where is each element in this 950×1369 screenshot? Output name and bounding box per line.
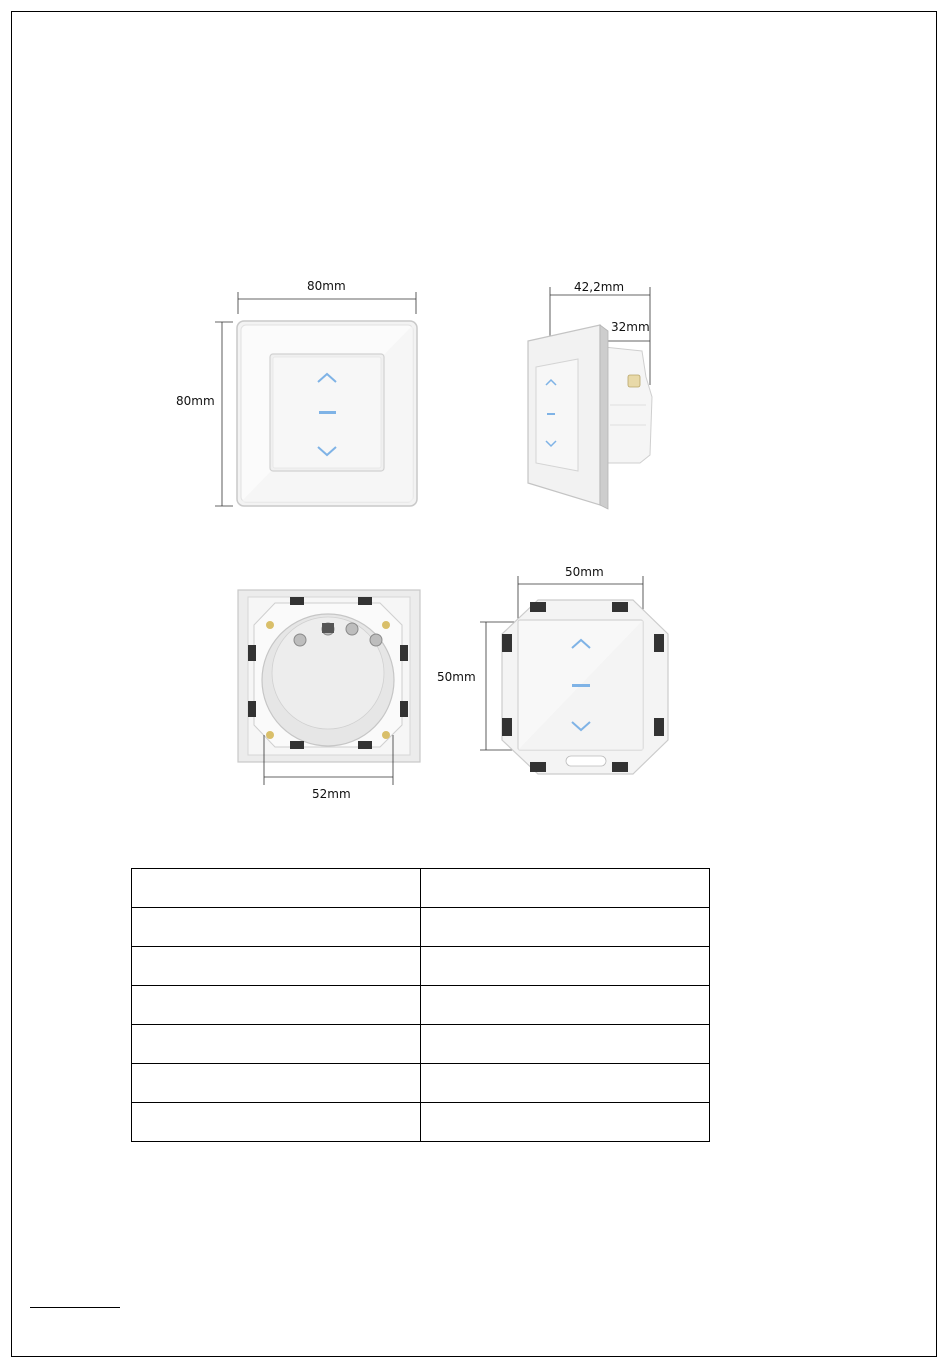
table-cell — [132, 1025, 421, 1064]
table-cell — [132, 986, 421, 1025]
table-row — [132, 947, 710, 986]
front-width-label: 80mm — [307, 279, 346, 293]
table-cell — [421, 908, 710, 947]
table-cell — [421, 869, 710, 908]
front-view-figure — [205, 278, 430, 513]
stop-bar-icon — [319, 411, 336, 414]
insert-width-label: 50mm — [565, 565, 604, 579]
table-cell — [132, 869, 421, 908]
table-row — [132, 1025, 710, 1064]
insert-height-label: 50mm — [437, 670, 476, 684]
front-height-label: 80mm — [176, 394, 215, 408]
table-row — [132, 1103, 710, 1142]
table-row — [132, 1064, 710, 1103]
table-row — [132, 869, 710, 908]
table-cell — [132, 908, 421, 947]
side-depth-body-label: 32mm — [611, 320, 650, 334]
table-cell — [421, 1025, 710, 1064]
table-cell — [421, 947, 710, 986]
table-cell — [132, 947, 421, 986]
back-view-figure — [230, 585, 430, 790]
insert-stop-bar-icon — [572, 684, 590, 687]
insert-view-figure — [478, 572, 690, 782]
back-width-label: 52mm — [312, 787, 351, 801]
side-depth-total-label: 42,2mm — [574, 280, 625, 294]
table-cell — [421, 1103, 710, 1142]
table-row — [132, 986, 710, 1025]
page-frame — [11, 11, 937, 1357]
table-cell — [132, 1103, 421, 1142]
side-view-figure — [520, 285, 680, 515]
table-cell — [132, 1064, 421, 1103]
table-row — [132, 908, 710, 947]
spec-table — [131, 868, 710, 1142]
table-cell — [421, 1064, 710, 1103]
footnote-separator — [30, 1307, 120, 1308]
table-cell — [421, 986, 710, 1025]
